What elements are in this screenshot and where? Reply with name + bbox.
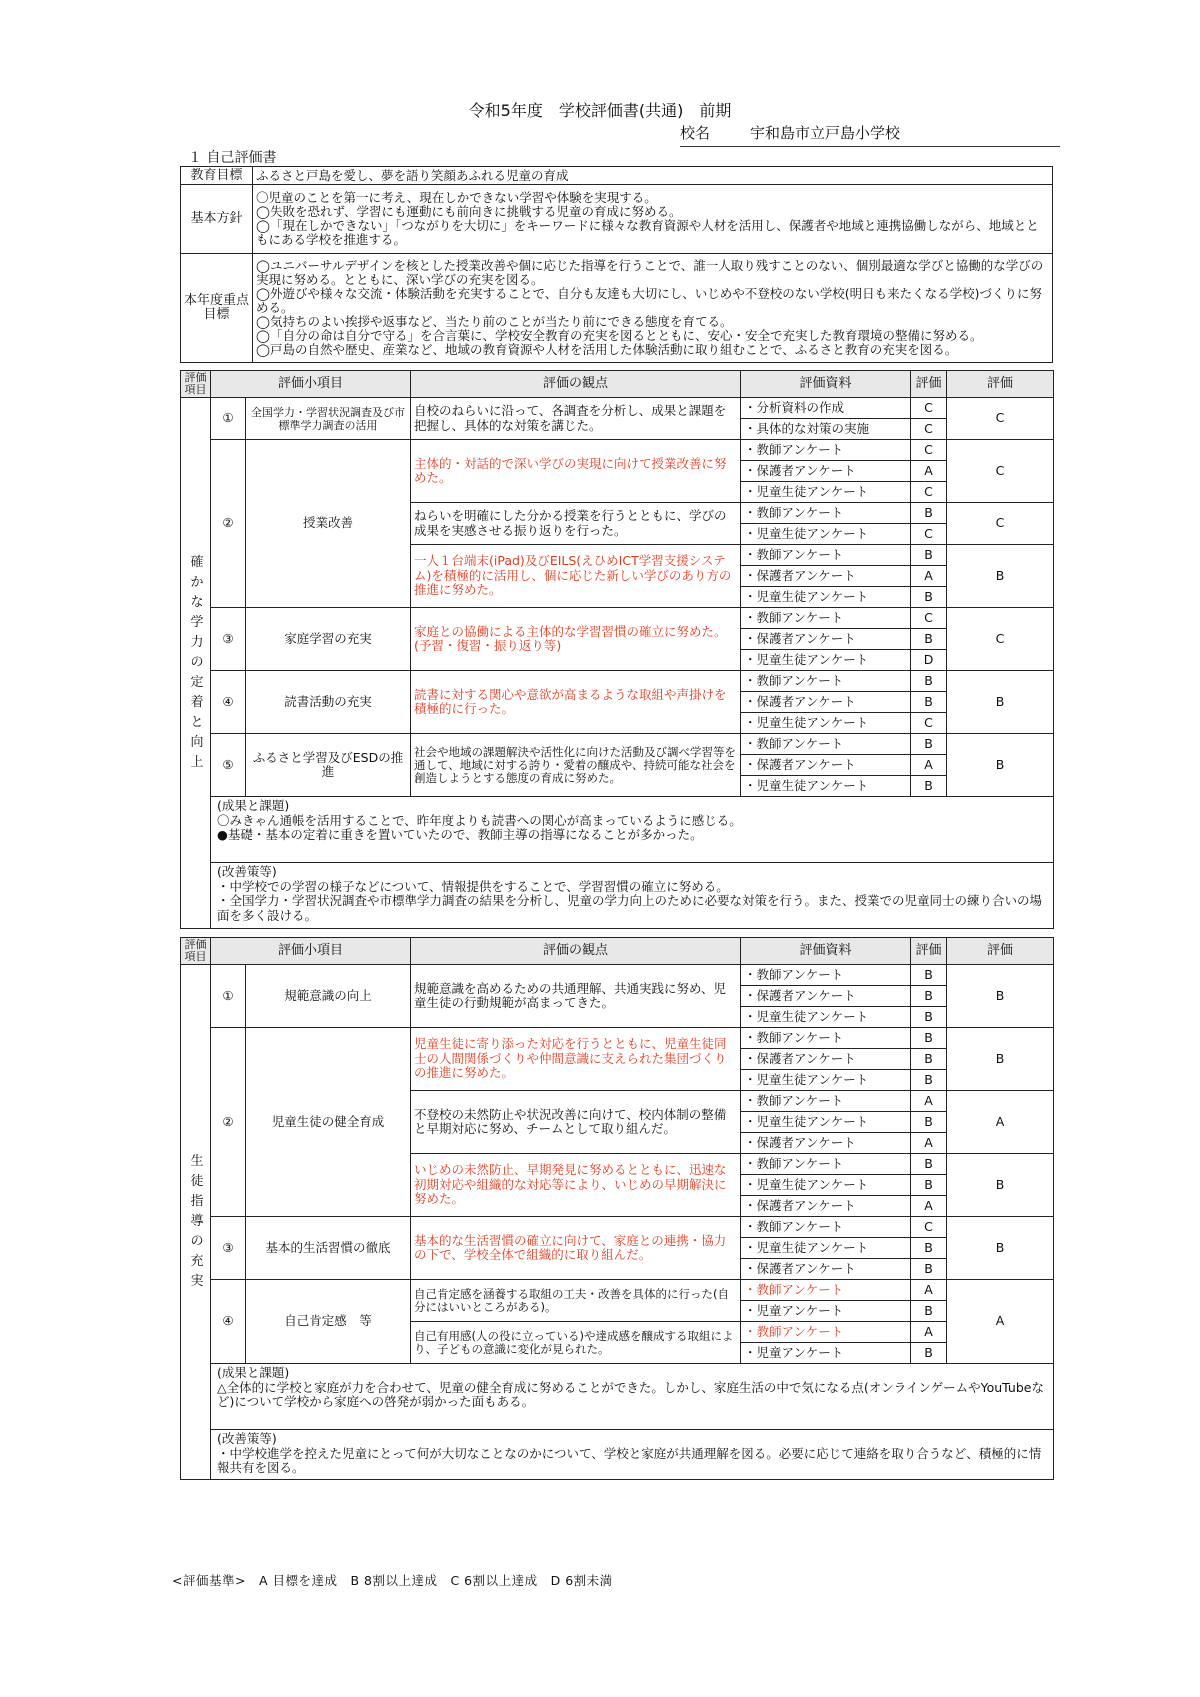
viewpoint: ねらいを明確にした分かる授業を行うとともに、学びの成果を実感させる振り返りを行った。 — [411, 503, 741, 545]
focus-line: ◯気持ちのよい挨拶や返事など、当たり前のことが当たり前にできる態度を育てる。 — [256, 314, 733, 329]
material: ・教師アンケート — [741, 1091, 911, 1112]
rating: C — [911, 419, 947, 440]
sub-item: 基本的生活習慣の徹底 — [246, 1217, 411, 1280]
overall-rating: B — [947, 671, 1054, 734]
sub-item: 規範意識の向上 — [246, 965, 411, 1028]
improvement-line: ・全国学力・学習状況調査や市標準学力調査の結果を分析し、児童の学力向上のために必要な対策を行う。また、授業での児童同士の練り合いの場面を多く設ける。 — [217, 893, 1043, 923]
rating: B — [911, 986, 947, 1007]
improvement-section — [211, 1430, 1054, 1480]
rating: B — [911, 734, 947, 755]
viewpoint: 社会や地域の課題解決や活性化に向けた活動及び調べ学習等を通して、地域に対する誇り・愛着の醸成や、持続可能な社会を創造しようとする態度の育成に努めた。 — [411, 734, 741, 797]
viewpoint: 家庭との協働による主体的な学習習慣の確立に努めた。(予習・復習・振り返り等) — [411, 608, 741, 671]
policy-label: 基本方針 — [181, 185, 253, 254]
col-rating: 評価 — [911, 371, 947, 398]
rating: C — [911, 440, 947, 461]
material: ・児童生徒アンケート — [741, 1175, 911, 1196]
col-rating: 評価 — [911, 938, 947, 965]
material: ・児童生徒アンケート — [741, 650, 911, 671]
overall-rating: C — [947, 608, 1054, 671]
col-material: 評価資料 — [741, 938, 911, 965]
item-number: ③ — [211, 608, 246, 671]
header-table — [180, 166, 1053, 363]
material: ・保護者アンケート — [741, 1259, 911, 1280]
material: ・教師アンケート — [741, 671, 911, 692]
policy-line: ◯「現在しかできない」「つながりを大切に」をキーワードに様々な教育資源や人材を活用し、保護者や地域と連携協働しながら、地域とともにある学校を推進する。 — [256, 218, 1039, 247]
item-number: ④ — [211, 671, 246, 734]
material: ・教師アンケート — [741, 965, 911, 986]
rating: C — [911, 398, 947, 419]
rating: B — [911, 965, 947, 986]
item-number: ⑤ — [211, 734, 246, 797]
item-number: ④ — [211, 1280, 246, 1364]
improvement-label: (改善策等) — [217, 1431, 277, 1446]
school-label: 校名 — [680, 124, 711, 142]
material: ・児童生徒アンケート — [741, 1112, 911, 1133]
material: ・児童生徒アンケート — [741, 776, 911, 797]
rating: D — [911, 650, 947, 671]
rating: A — [911, 1091, 947, 1112]
section-title: １ 自己評価書 — [188, 150, 277, 166]
viewpoint: いじめの未然防止、早期発見に努めるとともに、迅速な初期対応や組織的な対応等により、いじめの早期解決に努めた。 — [411, 1154, 741, 1217]
improvement-section — [211, 863, 1054, 929]
col-material: 評価資料 — [741, 371, 911, 398]
material: ・児童生徒アンケート — [741, 713, 911, 734]
material: ・保護者アンケート — [741, 461, 911, 482]
overall-rating: B — [947, 734, 1054, 797]
material: ・教師アンケート — [741, 1322, 911, 1343]
material: ・児童生徒アンケート — [741, 1238, 911, 1259]
rating: A — [911, 461, 947, 482]
material: ・教師アンケート — [741, 1217, 911, 1238]
material: ・児童アンケート — [741, 1301, 911, 1322]
area-label: 生徒指導の充実 — [190, 1154, 204, 1289]
rating: A — [911, 1196, 947, 1217]
school-name: 宇和島市立戸島小学校 — [750, 124, 901, 142]
material: ・保護者アンケート — [741, 986, 911, 1007]
material: ・教師アンケート — [741, 1028, 911, 1049]
results-line: ●基礎・基本の定着に重きを置いていたので、教師主導の指導になることが多かった。 — [217, 827, 703, 842]
sub-item: 読書活動の充実 — [246, 671, 411, 734]
viewpoint: 主体的・対話的で深い学びの実現に向けて授業改善に努めた。 — [411, 440, 741, 503]
focus-label: 本年度重点目標 — [181, 254, 253, 363]
material: ・保護者アンケート — [741, 692, 911, 713]
rating: A — [911, 755, 947, 776]
focus-line: ◯「自分の命は自分で守る」を合言葉に、学校安全教育の充実を図るとともに、安心・安全で充実した教育環境の整備に努める。 — [256, 328, 983, 343]
school-name-line — [680, 122, 1060, 147]
material: ・保護者アンケート — [741, 566, 911, 587]
viewpoint: 自己有用感(人の役に立っている)や達成感を醸成する取組により、子どもの意識に変化が見られた。 — [411, 1322, 741, 1364]
rating: B — [911, 1049, 947, 1070]
viewpoint: 不登校の未然防止や状況改善に向けて、校内体制の整備と早期対応に努め、チームとして取り組んだ。 — [411, 1091, 741, 1154]
goal-label: 教育目標 — [181, 167, 253, 185]
rating: C — [911, 524, 947, 545]
rating: B — [911, 1175, 947, 1196]
material: ・教師アンケート — [741, 1280, 911, 1301]
col-item: 評価項目 — [181, 371, 211, 398]
material: ・保護者アンケート — [741, 1196, 911, 1217]
rating: B — [911, 1028, 947, 1049]
viewpoint: 一人１台端末(iPad)及びEILS(えひめICT学習支援システム)を積極的に活用し、個に応じた新しい学びのあり方の推進に努めた。 — [411, 545, 741, 608]
rating: C — [911, 482, 947, 503]
policy-line: ◯失敗を恐れず、学習にも運動にも前向きに挑戦する児童の育成に努める。 — [256, 204, 682, 219]
results-section — [211, 1364, 1054, 1430]
rating: B — [911, 1070, 947, 1091]
rating: B — [911, 545, 947, 566]
overall-rating: B — [947, 1217, 1054, 1280]
improvement-label: (改善策等) — [217, 864, 277, 879]
policy-text — [253, 185, 1053, 254]
rating: B — [911, 692, 947, 713]
rating: B — [911, 1238, 947, 1259]
rating: B — [911, 1154, 947, 1175]
overall-rating: B — [947, 965, 1054, 1028]
rating: A — [911, 1280, 947, 1301]
col-overall: 評価 — [947, 371, 1054, 398]
sub-item: 授業改善 — [246, 440, 411, 608]
material: ・児童生徒アンケート — [741, 587, 911, 608]
results-line: 〇みきゃん通帳を活用することで、昨年度よりも読書への関心が高まっているように感じる。 — [217, 812, 742, 828]
focus-text — [253, 254, 1053, 363]
rating: B — [911, 629, 947, 650]
material: ・児童生徒アンケート — [741, 482, 911, 503]
material: ・具体的な対策の実施 — [741, 419, 911, 440]
material: ・保護者アンケート — [741, 1049, 911, 1070]
rating: B — [911, 587, 947, 608]
evaluation-table-guidance — [180, 937, 1054, 1480]
item-number: ③ — [211, 1217, 246, 1280]
overall-rating: B — [947, 545, 1054, 608]
improvement-line: ・中学校での学習の様子などについて、情報提供をすることで、学習習慣の確立に努める。 — [217, 878, 729, 894]
col-sub: 評価小項目 — [211, 371, 411, 398]
material: ・児童アンケート — [741, 1343, 911, 1364]
overall-rating: C — [947, 398, 1054, 440]
material: ・分析資料の作成 — [741, 398, 911, 419]
item-number: ① — [211, 965, 246, 1028]
viewpoint: 基本的な生活習慣の確立に向けて、家庭との連携・協力の下で、学校全体で組織的に取り組んだ。 — [411, 1217, 741, 1280]
policy-line: 〇児童のことを第一に考え、現在しかできない学習や体験を実現する。 — [256, 190, 657, 205]
focus-line: ◯ユニバーサルデザインを核とした授業改善や個に応じた指導を行うことで、誰一人取り残すことのない、個別最適な学びと協働的な学びの実現に努める。とともに、深い学びの充実を図る。 — [256, 258, 1044, 287]
rating: B — [911, 776, 947, 797]
material: ・児童生徒アンケート — [741, 524, 911, 545]
material: ・児童生徒アンケート — [741, 1070, 911, 1091]
goal-text: ふるさと戸島を愛し、夢を語り笑顔あふれる児童の育成 — [253, 167, 1053, 185]
sub-item: 自己肯定感 等 — [246, 1280, 411, 1364]
rating: B — [911, 1343, 947, 1364]
rating: C — [911, 608, 947, 629]
rating: C — [911, 713, 947, 734]
results-label: (成果と課題) — [217, 798, 290, 813]
material: ・教師アンケート — [741, 734, 911, 755]
rating: A — [911, 1322, 947, 1343]
rating: B — [911, 1007, 947, 1028]
overall-rating: B — [947, 1154, 1054, 1217]
viewpoint: 自校のねらいに沿って、各調査を分析し、成果と課題を把握し、具体的な対策を講じた。 — [411, 398, 741, 440]
item-number: ② — [211, 1028, 246, 1217]
sub-item: 児童生徒の健全育成 — [246, 1028, 411, 1217]
viewpoint: 読書に対する関心や意欲が高まるような取組や声掛けを積極的に行った。 — [411, 671, 741, 734]
rating: C — [911, 1217, 947, 1238]
area-label: 確かな学力の定着と向上 — [190, 555, 204, 770]
overall-rating: A — [947, 1091, 1054, 1154]
item-number: ② — [211, 440, 246, 608]
material: ・教師アンケート — [741, 440, 911, 461]
sub-item: ふるさと学習及びESDの推進 — [246, 734, 411, 797]
focus-line: ◯戸島の自然や歴史、産業など、地域の教育資源や人材を活用した体験活動に取り組むことで、ふるさと教育の充実を図る。 — [256, 342, 958, 357]
overall-rating: C — [947, 503, 1054, 545]
col-item: 評価項目 — [181, 938, 211, 965]
rating: A — [911, 566, 947, 587]
evaluation-table-academic — [180, 370, 1054, 929]
material: ・保護者アンケート — [741, 755, 911, 776]
rating: B — [911, 1259, 947, 1280]
results-section — [211, 797, 1054, 863]
improvement-line: ・中学校進学を控えた児童にとって何が大切なことなのかについて、学校と家庭が共通理解を図る。必要に応じて連絡を取り合うなど、積極的に情報共有を図る。 — [217, 1445, 1042, 1475]
rating: B — [911, 1112, 947, 1133]
material: ・教師アンケート — [741, 608, 911, 629]
rating: A — [911, 1133, 947, 1154]
overall-rating: C — [947, 440, 1054, 503]
sub-item: 全国学力・学習状況調査及び市標準学力調査の活用 — [246, 398, 411, 440]
viewpoint: 自己肯定感を涵養する取組の工夫・改善を具体的に行った(自分にはいいところがある)。 — [411, 1280, 741, 1322]
material: ・教師アンケート — [741, 1154, 911, 1175]
focus-line: ◯外遊びや様々な交流・体験活動を充実することで、自分も友達も大切にし、いじめや不登校のない学校(明日も来たくなる学校)づくりに努める。 — [256, 286, 1042, 315]
item-number: ① — [211, 398, 246, 440]
sub-item: 家庭学習の充実 — [246, 608, 411, 671]
rating: B — [911, 1301, 947, 1322]
evaluation-criteria: <評価基準> A 目標を達成 B 8割以上達成 C 6割以上達成 D 6割未満 — [172, 1573, 613, 1588]
col-view: 評価の観点 — [411, 371, 741, 398]
col-sub: 評価小項目 — [211, 938, 411, 965]
results-line: △全体的に学校と家庭が力を合わせて、児童の健全育成に努めることができた。しかし、家庭生活の中で気になる点(オンラインゲームやYouTubeなど)について学校から家庭への啓発が弱かった面もある。 — [217, 1379, 1044, 1409]
material: ・教師アンケート — [741, 503, 911, 524]
material: ・教師アンケート — [741, 545, 911, 566]
viewpoint: 規範意識を高めるための共通理解、共通実践に努め、児童生徒の行動規範が高まってきた。 — [411, 965, 741, 1028]
rating: B — [911, 503, 947, 524]
overall-rating: A — [947, 1280, 1054, 1364]
material: ・児童生徒アンケート — [741, 1007, 911, 1028]
results-label: (成果と課題) — [217, 1365, 290, 1380]
viewpoint: 児童生徒に寄り添った対応を行うとともに、児童生徒同士の人間関係づくりや仲間意識に支えられた集団づくりの推進に努めた。 — [411, 1028, 741, 1091]
rating: B — [911, 671, 947, 692]
material: ・保護者アンケート — [741, 629, 911, 650]
material: ・保護者アンケート — [741, 1133, 911, 1154]
col-view: 評価の観点 — [411, 938, 741, 965]
page-title: 令和5年度 学校評価書(共通) 前期 — [468, 101, 732, 120]
col-overall: 評価 — [947, 938, 1054, 965]
overall-rating: B — [947, 1028, 1054, 1091]
